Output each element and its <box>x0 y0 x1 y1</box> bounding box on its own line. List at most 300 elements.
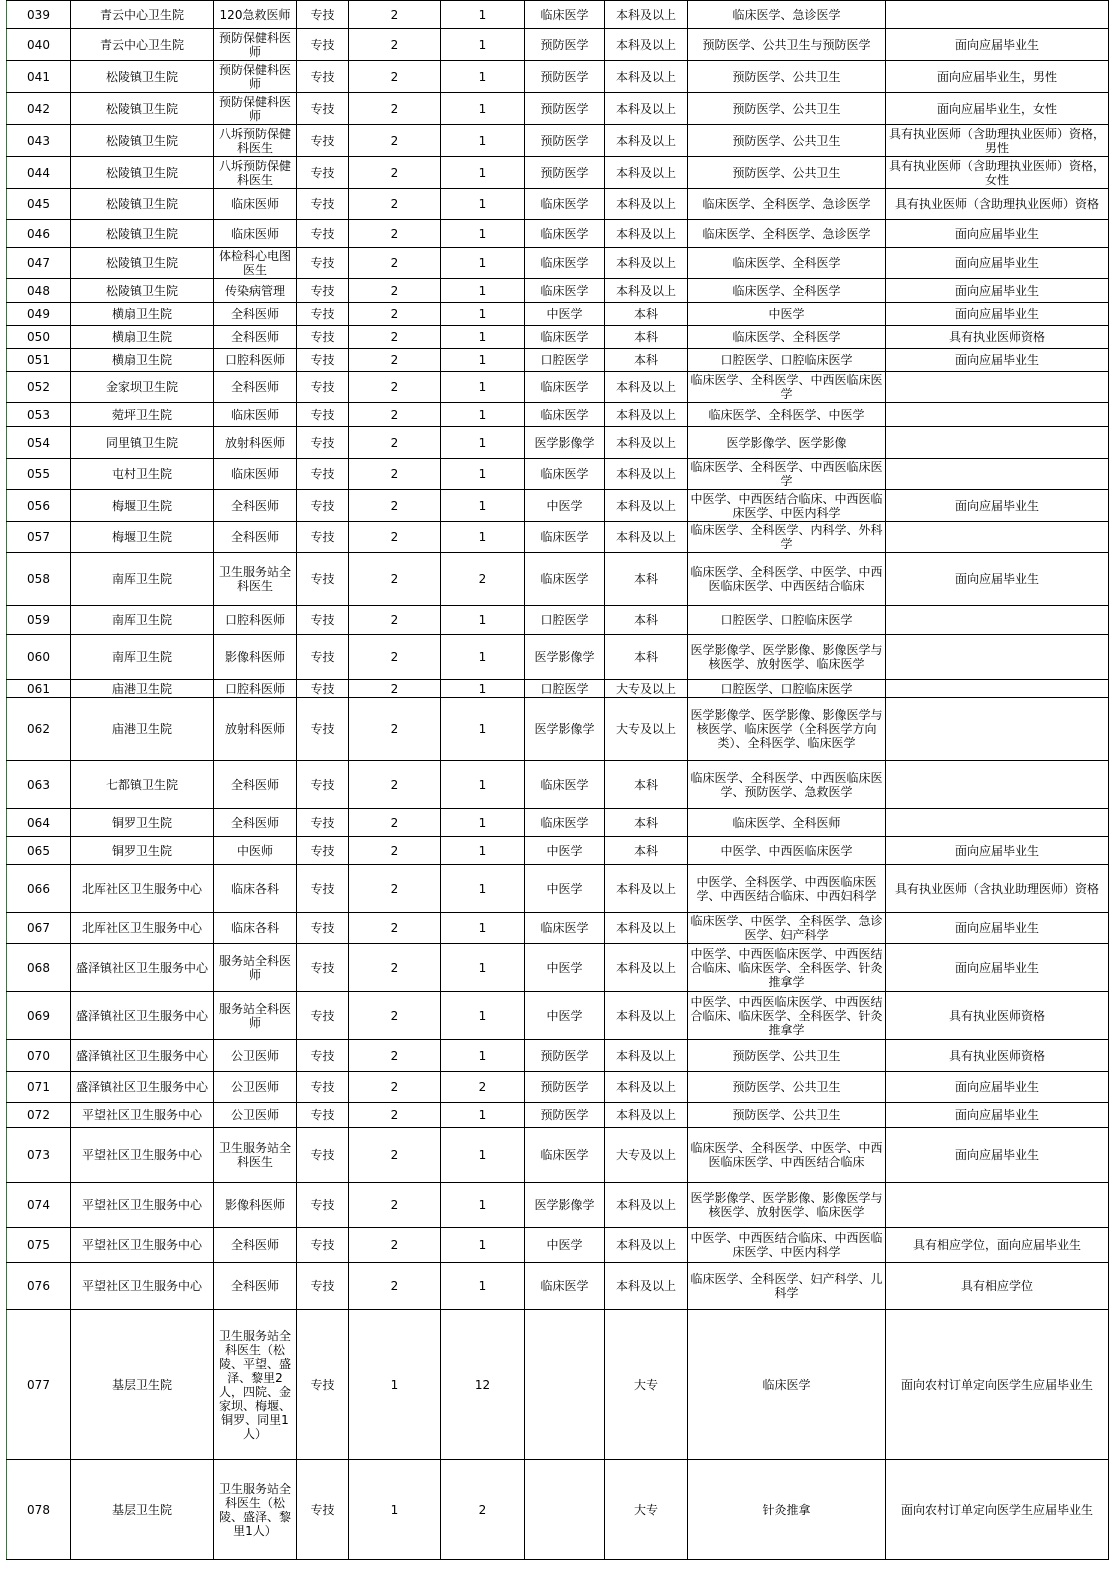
cell-education: 本科及以上 <box>605 944 688 992</box>
table-row <box>7 606 1109 635</box>
cell-major: 临床医学、全科医学、中医学、中西医临床医学、中西医结合临床 <box>688 1128 886 1183</box>
cell-position-name: 预防保健科医师 <box>214 29 297 61</box>
cell-employer: 菀坪卫生院 <box>71 403 214 427</box>
cell-position-code: 078 <box>7 1460 71 1560</box>
cell-discipline: 医学影像学 <box>525 1183 605 1228</box>
cell-position-name: 全科医师 <box>214 1228 297 1263</box>
cell-position-code: 054 <box>7 427 71 459</box>
cell-discipline: 预防医学 <box>525 1040 605 1072</box>
cell-exam-ratio: 2 <box>349 248 441 279</box>
cell-employer: 金家坝卫生院 <box>71 372 214 403</box>
cell-employer: 平望社区卫生服务中心 <box>71 1183 214 1228</box>
table-row <box>7 837 1109 865</box>
cell-position-type: 专技 <box>297 761 349 809</box>
cell-position-type: 专技 <box>297 1263 349 1310</box>
cell-employer: 庙港卫生院 <box>71 698 214 761</box>
cell-education: 本科及以上 <box>605 29 688 61</box>
table-row <box>7 1183 1109 1228</box>
cell-employer: 盛泽镇社区卫生服务中心 <box>71 944 214 992</box>
cell-position-type: 专技 <box>297 865 349 913</box>
cell-major: 针灸推拿 <box>688 1460 886 1560</box>
cell-employer: 青云中心卫生院 <box>71 1 214 29</box>
cell-requirements: 面向应届毕业生 <box>886 490 1109 522</box>
cell-position-name: 传染病管理 <box>214 279 297 303</box>
cell-position-name: 临床医师 <box>214 459 297 490</box>
cell-position-code: 049 <box>7 303 71 326</box>
cell-hire-count: 1 <box>441 220 525 248</box>
cell-employer: 南厍卫生院 <box>71 606 214 635</box>
cell-position-name: 口腔科医师 <box>214 606 297 635</box>
cell-position-name: 放射科医师 <box>214 427 297 459</box>
cell-major: 中医学 <box>688 303 886 326</box>
cell-education: 本科及以上 <box>605 913 688 944</box>
cell-major: 临床医学、全科医学、妇产科学、儿科学 <box>688 1263 886 1310</box>
recruitment-table <box>6 0 1109 1560</box>
cell-education: 本科及以上 <box>605 459 688 490</box>
cell-hire-count: 1 <box>441 606 525 635</box>
cell-employer: 横扇卫生院 <box>71 303 214 326</box>
cell-discipline: 临床医学 <box>525 1 605 29</box>
cell-exam-ratio: 2 <box>349 553 441 606</box>
cell-exam-ratio: 1 <box>349 1460 441 1560</box>
cell-position-code: 063 <box>7 761 71 809</box>
cell-position-code: 073 <box>7 1128 71 1183</box>
table-row <box>7 1128 1109 1183</box>
cell-employer: 松陵镇卫生院 <box>71 157 214 189</box>
cell-education: 本科 <box>605 303 688 326</box>
cell-major: 临床医学、全科医学 <box>688 326 886 349</box>
cell-education: 大专 <box>605 1460 688 1560</box>
cell-position-code: 058 <box>7 553 71 606</box>
table-row <box>7 220 1109 248</box>
cell-exam-ratio: 2 <box>349 865 441 913</box>
cell-position-type: 专技 <box>297 680 349 698</box>
cell-major: 临床医学、全科医师 <box>688 809 886 837</box>
cell-requirements: 具有相应学位 <box>886 1263 1109 1310</box>
cell-position-code: 065 <box>7 837 71 865</box>
cell-position-type: 专技 <box>297 913 349 944</box>
cell-education: 本科及以上 <box>605 279 688 303</box>
cell-exam-ratio: 2 <box>349 1183 441 1228</box>
cell-position-code: 069 <box>7 992 71 1040</box>
cell-position-code: 052 <box>7 372 71 403</box>
cell-major: 中医学、中西医临床医学、中西医结合临床、临床医学、全科医学、针灸推拿学 <box>688 944 886 992</box>
cell-requirements: 面向应届毕业生 <box>886 553 1109 606</box>
cell-education: 本科 <box>605 635 688 680</box>
cell-hire-count: 1 <box>441 1263 525 1310</box>
table-row <box>7 349 1109 372</box>
cell-major: 临床医学、全科医学 <box>688 248 886 279</box>
cell-requirements <box>886 522 1109 553</box>
cell-position-type: 专技 <box>297 837 349 865</box>
cell-requirements: 面向农村订单定向医学生应届毕业生 <box>886 1310 1109 1460</box>
cell-position-name: 全科医师 <box>214 809 297 837</box>
cell-education: 本科及以上 <box>605 992 688 1040</box>
cell-position-type: 专技 <box>297 1310 349 1460</box>
cell-position-type: 专技 <box>297 427 349 459</box>
cell-hire-count: 1 <box>441 490 525 522</box>
cell-exam-ratio: 2 <box>349 1 441 29</box>
cell-major: 预防医学、公共卫生 <box>688 1103 886 1128</box>
cell-exam-ratio: 2 <box>349 279 441 303</box>
cell-position-type: 专技 <box>297 372 349 403</box>
cell-major: 临床医学、全科医学、急诊医学 <box>688 220 886 248</box>
cell-education: 本科及以上 <box>605 1 688 29</box>
cell-education: 本科及以上 <box>605 403 688 427</box>
cell-major: 中医学、中西医结合临床、中西医临床医学、中医内科学 <box>688 490 886 522</box>
cell-employer: 屯村卫生院 <box>71 459 214 490</box>
cell-position-name: 口腔科医师 <box>214 680 297 698</box>
cell-position-name: 放射科医师 <box>214 698 297 761</box>
table-row <box>7 372 1109 403</box>
cell-major: 临床医学、全科医学、内科学、外科学 <box>688 522 886 553</box>
cell-exam-ratio: 2 <box>349 606 441 635</box>
cell-hire-count: 1 <box>441 522 525 553</box>
cell-hire-count: 1 <box>441 93 525 125</box>
cell-education: 本科及以上 <box>605 522 688 553</box>
cell-discipline: 预防医学 <box>525 29 605 61</box>
cell-position-code: 059 <box>7 606 71 635</box>
cell-position-code: 042 <box>7 93 71 125</box>
cell-position-type: 专技 <box>297 157 349 189</box>
cell-discipline: 临床医学 <box>525 1263 605 1310</box>
cell-position-code: 041 <box>7 61 71 93</box>
cell-hire-count: 1 <box>441 1228 525 1263</box>
cell-position-code: 067 <box>7 913 71 944</box>
cell-position-name: 服务站全科医师 <box>214 944 297 992</box>
cell-position-type: 专技 <box>297 1040 349 1072</box>
cell-exam-ratio: 2 <box>349 1263 441 1310</box>
cell-position-type: 专技 <box>297 248 349 279</box>
table-row <box>7 303 1109 326</box>
table-row <box>7 459 1109 490</box>
table-row <box>7 248 1109 279</box>
table-row <box>7 1072 1109 1103</box>
cell-requirements: 面向应届毕业生，女性 <box>886 93 1109 125</box>
cell-position-name: 预防保健科医师 <box>214 61 297 93</box>
cell-position-name: 影像科医师 <box>214 635 297 680</box>
cell-employer: 基层卫生院 <box>71 1460 214 1560</box>
cell-discipline: 临床医学 <box>525 553 605 606</box>
table-row <box>7 698 1109 761</box>
cell-position-code: 043 <box>7 125 71 157</box>
cell-major: 中医学、中西医临床医学 <box>688 837 886 865</box>
cell-discipline: 中医学 <box>525 992 605 1040</box>
cell-major: 临床医学、全科医学、中医学、中西医临床医学、中西医结合临床 <box>688 553 886 606</box>
cell-requirements: 面向应届毕业生 <box>886 913 1109 944</box>
cell-position-name: 全科医师 <box>214 372 297 403</box>
cell-requirements: 面向应届毕业生 <box>886 837 1109 865</box>
cell-discipline: 临床医学 <box>525 459 605 490</box>
cell-education: 本科 <box>605 809 688 837</box>
table-row <box>7 761 1109 809</box>
cell-exam-ratio: 2 <box>349 761 441 809</box>
cell-employer: 南厍卫生院 <box>71 635 214 680</box>
cell-exam-ratio: 1 <box>349 1310 441 1460</box>
cell-major: 临床医学、全科医学、急诊医学 <box>688 189 886 220</box>
table-row <box>7 635 1109 680</box>
cell-discipline: 口腔医学 <box>525 349 605 372</box>
cell-discipline: 医学影像学 <box>525 635 605 680</box>
cell-position-name: 全科医师 <box>214 303 297 326</box>
cell-discipline <box>525 1460 605 1560</box>
cell-discipline: 临床医学 <box>525 522 605 553</box>
cell-position-name: 影像科医师 <box>214 1183 297 1228</box>
table-row <box>7 279 1109 303</box>
cell-major: 预防医学、公共卫生 <box>688 1072 886 1103</box>
cell-hire-count: 2 <box>441 553 525 606</box>
cell-major: 中医学、中西医临床医学、中西医结合临床、临床医学、全科医学、针灸推拿学 <box>688 992 886 1040</box>
cell-requirements: 具有相应学位，面向应届毕业生 <box>886 1228 1109 1263</box>
cell-position-name: 体检科心电图医生 <box>214 248 297 279</box>
cell-position-code: 066 <box>7 865 71 913</box>
cell-exam-ratio: 2 <box>349 93 441 125</box>
cell-position-type: 专技 <box>297 29 349 61</box>
table-row <box>7 1103 1109 1128</box>
cell-position-code: 060 <box>7 635 71 680</box>
cell-position-code: 045 <box>7 189 71 220</box>
cell-discipline: 临床医学 <box>525 248 605 279</box>
cell-discipline: 中医学 <box>525 490 605 522</box>
cell-position-code: 044 <box>7 157 71 189</box>
cell-hire-count: 1 <box>441 303 525 326</box>
cell-position-type: 专技 <box>297 1103 349 1128</box>
cell-exam-ratio: 2 <box>349 698 441 761</box>
cell-position-type: 专技 <box>297 125 349 157</box>
cell-exam-ratio: 2 <box>349 1072 441 1103</box>
cell-hire-count: 1 <box>441 1 525 29</box>
cell-education: 本科及以上 <box>605 1228 688 1263</box>
cell-requirements <box>886 606 1109 635</box>
cell-exam-ratio: 2 <box>349 635 441 680</box>
cell-requirements: 面向应届毕业生，男性 <box>886 61 1109 93</box>
cell-employer: 铜罗卫生院 <box>71 809 214 837</box>
table-row <box>7 125 1109 157</box>
cell-education: 本科及以上 <box>605 427 688 459</box>
cell-position-code: 039 <box>7 1 71 29</box>
cell-position-name: 临床各科 <box>214 865 297 913</box>
cell-position-type: 专技 <box>297 403 349 427</box>
cell-requirements: 面向应届毕业生 <box>886 1128 1109 1183</box>
cell-hire-count: 1 <box>441 837 525 865</box>
cell-position-type: 专技 <box>297 459 349 490</box>
cell-position-type: 专技 <box>297 698 349 761</box>
cell-position-code: 047 <box>7 248 71 279</box>
cell-position-type: 专技 <box>297 522 349 553</box>
cell-hire-count: 1 <box>441 1128 525 1183</box>
cell-exam-ratio: 2 <box>349 427 441 459</box>
cell-hire-count: 1 <box>441 865 525 913</box>
cell-requirements: 面向应届毕业生 <box>886 1103 1109 1128</box>
cell-position-code: 074 <box>7 1183 71 1228</box>
cell-position-name: 临床各科 <box>214 913 297 944</box>
cell-requirements: 面向应届毕业生 <box>886 29 1109 61</box>
cell-exam-ratio: 2 <box>349 372 441 403</box>
cell-employer: 青云中心卫生院 <box>71 29 214 61</box>
cell-discipline: 临床医学 <box>525 372 605 403</box>
cell-discipline: 口腔医学 <box>525 606 605 635</box>
cell-discipline: 中医学 <box>525 865 605 913</box>
cell-discipline: 临床医学 <box>525 403 605 427</box>
cell-discipline: 中医学 <box>525 303 605 326</box>
cell-employer: 北厍社区卫生服务中心 <box>71 865 214 913</box>
cell-major: 医学影像学、医学影像、影像医学与核医学、放射医学、临床医学 <box>688 1183 886 1228</box>
cell-requirements: 具有执业医师资格 <box>886 992 1109 1040</box>
cell-major: 临床医学、全科医学、中西医临床医学、预防医学、急救医学 <box>688 761 886 809</box>
cell-discipline: 预防医学 <box>525 93 605 125</box>
cell-education: 本科及以上 <box>605 1183 688 1228</box>
cell-hire-count: 1 <box>441 326 525 349</box>
cell-position-type: 专技 <box>297 490 349 522</box>
cell-position-name: 公卫医师 <box>214 1040 297 1072</box>
cell-education: 本科及以上 <box>605 1263 688 1310</box>
cell-major: 医学影像学、医学影像 <box>688 427 886 459</box>
table-row <box>7 93 1109 125</box>
cell-employer: 松陵镇卫生院 <box>71 93 214 125</box>
cell-requirements: 具有执业医师（含执业助理医师）资格 <box>886 865 1109 913</box>
cell-education: 本科及以上 <box>605 125 688 157</box>
cell-discipline: 临床医学 <box>525 189 605 220</box>
cell-hire-count: 2 <box>441 1460 525 1560</box>
cell-position-name: 全科医师 <box>214 326 297 349</box>
cell-requirements: 具有执业医师（含助理执业医师）资格，男性 <box>886 125 1109 157</box>
cell-exam-ratio: 2 <box>349 125 441 157</box>
cell-discipline: 中医学 <box>525 1228 605 1263</box>
table-row <box>7 522 1109 553</box>
cell-employer: 横扇卫生院 <box>71 349 214 372</box>
cell-exam-ratio: 2 <box>349 522 441 553</box>
cell-hire-count: 1 <box>441 1183 525 1228</box>
cell-major: 医学影像学、医学影像、影像医学与核医学、临床医学（全科医学方向类）、全科医学、临床医学 <box>688 698 886 761</box>
cell-position-name: 临床医师 <box>214 189 297 220</box>
cell-exam-ratio: 2 <box>349 1228 441 1263</box>
cell-major: 临床医学、全科医学、中西医临床医学 <box>688 459 886 490</box>
cell-position-code: 050 <box>7 326 71 349</box>
cell-major: 预防医学、公共卫生 <box>688 1040 886 1072</box>
cell-major: 医学影像学、医学影像、影像医学与核医学、放射医学、临床医学 <box>688 635 886 680</box>
cell-hire-count: 1 <box>441 189 525 220</box>
cell-position-code: 056 <box>7 490 71 522</box>
cell-employer: 同里镇卫生院 <box>71 427 214 459</box>
cell-education: 本科及以上 <box>605 372 688 403</box>
cell-requirements: 面向农村订单定向医学生应届毕业生 <box>886 1460 1109 1560</box>
cell-hire-count: 1 <box>441 279 525 303</box>
cell-hire-count: 1 <box>441 459 525 490</box>
cell-discipline: 预防医学 <box>525 125 605 157</box>
cell-hire-count: 1 <box>441 349 525 372</box>
cell-employer: 松陵镇卫生院 <box>71 279 214 303</box>
cell-hire-count: 1 <box>441 61 525 93</box>
table-row <box>7 61 1109 93</box>
cell-major: 预防医学、公共卫生与预防医学 <box>688 29 886 61</box>
cell-requirements <box>886 761 1109 809</box>
table-row <box>7 29 1109 61</box>
cell-major: 口腔医学、口腔临床医学 <box>688 349 886 372</box>
cell-education: 本科及以上 <box>605 93 688 125</box>
cell-position-name: 全科医师 <box>214 490 297 522</box>
cell-exam-ratio: 2 <box>349 326 441 349</box>
cell-discipline: 医学影像学 <box>525 698 605 761</box>
cell-requirements <box>886 635 1109 680</box>
cell-hire-count: 1 <box>441 992 525 1040</box>
cell-education: 大专 <box>605 1310 688 1460</box>
cell-employer: 盛泽镇社区卫生服务中心 <box>71 1072 214 1103</box>
cell-discipline: 口腔医学 <box>525 680 605 698</box>
table-row <box>7 157 1109 189</box>
cell-employer: 基层卫生院 <box>71 1310 214 1460</box>
cell-employer: 铜罗卫生院 <box>71 837 214 865</box>
cell-exam-ratio: 2 <box>349 349 441 372</box>
cell-position-type: 专技 <box>297 326 349 349</box>
table-row <box>7 1263 1109 1310</box>
cell-employer: 横扇卫生院 <box>71 326 214 349</box>
cell-exam-ratio: 2 <box>349 61 441 93</box>
table-row <box>7 944 1109 992</box>
cell-position-code: 076 <box>7 1263 71 1310</box>
cell-requirements <box>886 459 1109 490</box>
cell-position-name: 临床医师 <box>214 403 297 427</box>
table-row <box>7 326 1109 349</box>
cell-employer: 平望社区卫生服务中心 <box>71 1228 214 1263</box>
cell-discipline: 临床医学 <box>525 913 605 944</box>
cell-requirements <box>886 680 1109 698</box>
cell-major: 口腔医学、口腔临床医学 <box>688 680 886 698</box>
cell-major: 临床医学、中医学、全科医学、急诊医学、妇产科学 <box>688 913 886 944</box>
cell-major: 口腔医学、口腔临床医学 <box>688 606 886 635</box>
cell-hire-count: 1 <box>441 372 525 403</box>
cell-major: 预防医学、公共卫生 <box>688 125 886 157</box>
cell-major: 预防医学、公共卫生 <box>688 93 886 125</box>
cell-discipline: 中医学 <box>525 837 605 865</box>
table-row <box>7 403 1109 427</box>
cell-position-code: 062 <box>7 698 71 761</box>
table-row <box>7 1040 1109 1072</box>
cell-employer: 平望社区卫生服务中心 <box>71 1128 214 1183</box>
cell-education: 大专及以上 <box>605 698 688 761</box>
cell-education: 本科 <box>605 761 688 809</box>
cell-major: 预防医学、公共卫生 <box>688 61 886 93</box>
table-row <box>7 1460 1109 1560</box>
cell-position-type: 专技 <box>297 189 349 220</box>
cell-education: 大专及以上 <box>605 680 688 698</box>
cell-position-type: 专技 <box>297 1183 349 1228</box>
cell-position-name: 八坼预防保健科医生 <box>214 125 297 157</box>
cell-discipline: 临床医学 <box>525 809 605 837</box>
cell-education: 本科 <box>605 349 688 372</box>
cell-requirements: 具有执业医师资格 <box>886 326 1109 349</box>
cell-position-code: 053 <box>7 403 71 427</box>
cell-hire-count: 1 <box>441 635 525 680</box>
cell-position-code: 057 <box>7 522 71 553</box>
cell-education: 大专及以上 <box>605 1128 688 1183</box>
cell-discipline: 医学影像学 <box>525 427 605 459</box>
cell-exam-ratio: 2 <box>349 680 441 698</box>
table-body <box>7 1 1109 1560</box>
cell-major: 临床医学 <box>688 1310 886 1460</box>
cell-requirements: 面向应届毕业生 <box>886 944 1109 992</box>
cell-hire-count: 1 <box>441 427 525 459</box>
cell-exam-ratio: 2 <box>349 1103 441 1128</box>
cell-requirements <box>886 372 1109 403</box>
cell-requirements: 面向应届毕业生 <box>886 248 1109 279</box>
table-row <box>7 553 1109 606</box>
cell-employer: 南厍卫生院 <box>71 553 214 606</box>
cell-position-type: 专技 <box>297 992 349 1040</box>
table-row <box>7 680 1109 698</box>
cell-discipline: 临床医学 <box>525 761 605 809</box>
cell-exam-ratio: 2 <box>349 490 441 522</box>
cell-requirements <box>886 1 1109 29</box>
